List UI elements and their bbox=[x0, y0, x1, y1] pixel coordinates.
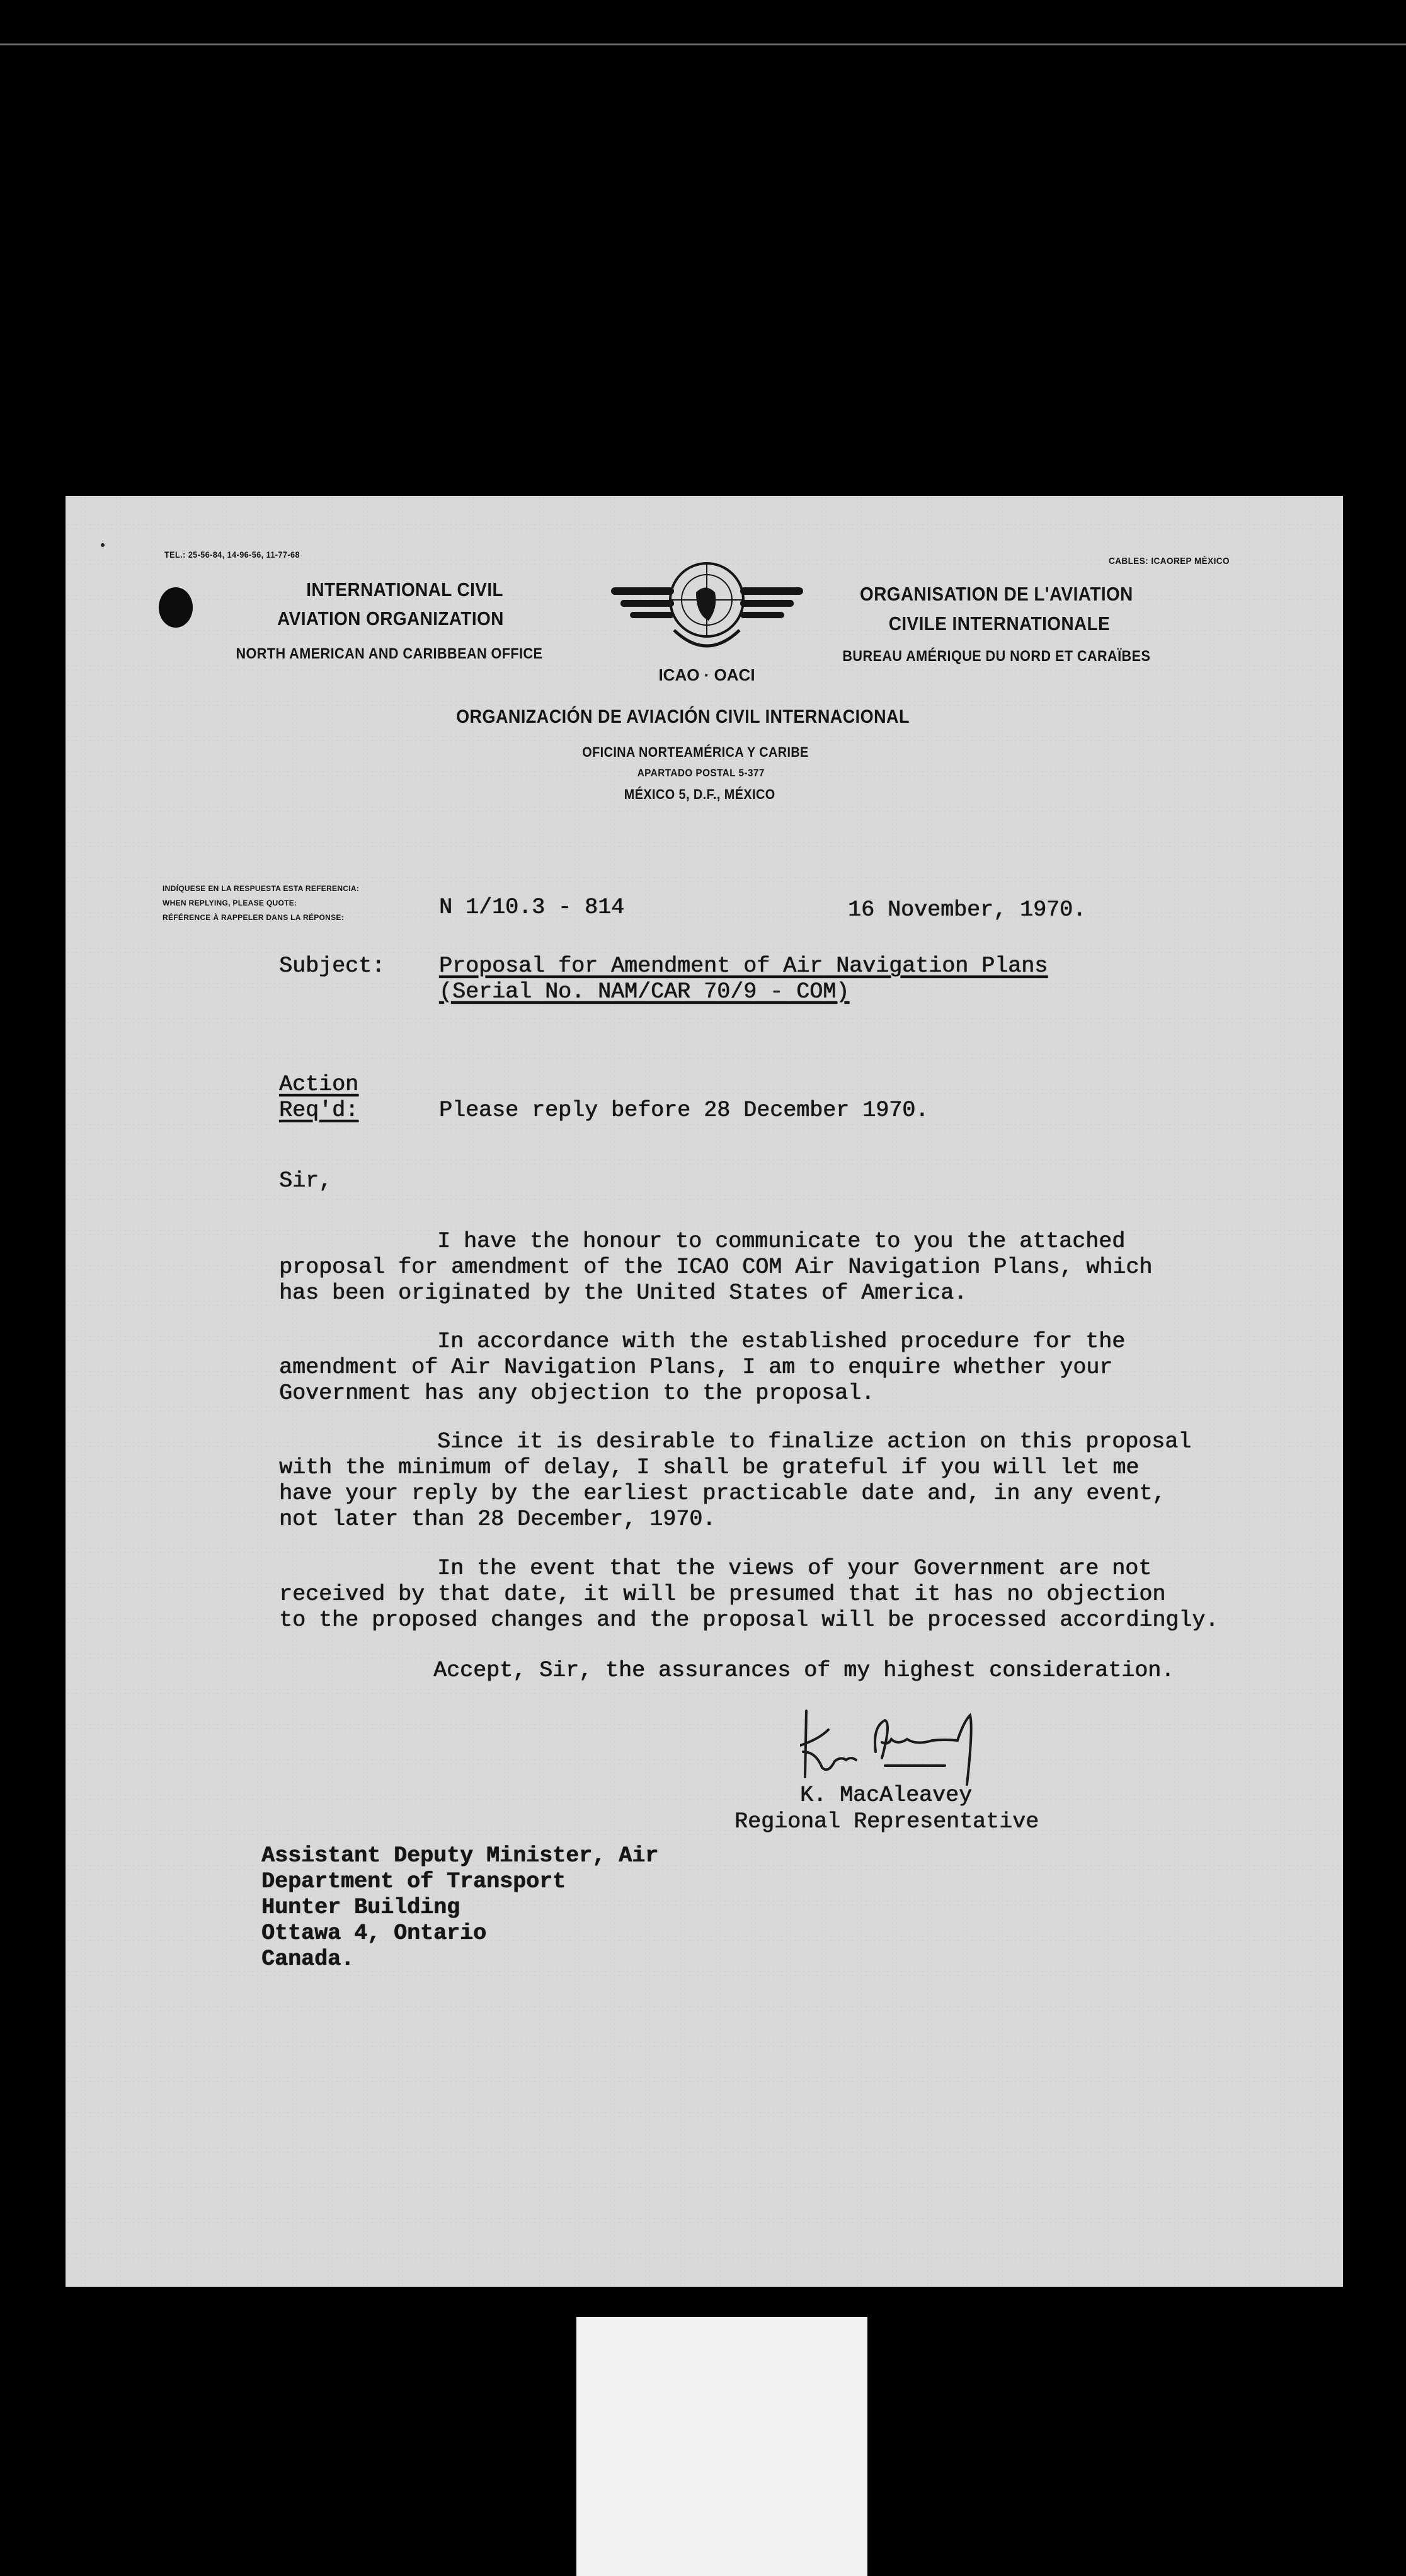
paragraph-line: In accordance with the established procedure for the bbox=[437, 1329, 1126, 1354]
address-line: Assistant Deputy Minister, Air bbox=[261, 1843, 659, 1868]
subject-line-2: (Serial No. NAM/CAR 70/9 - COM) bbox=[439, 979, 850, 1004]
paragraph-line: In the event that the views of your Government are not bbox=[437, 1556, 1152, 1581]
closing-line: Accept, Sir, the assurances of my highest consideration. bbox=[433, 1658, 1175, 1683]
punch-hole-mark bbox=[159, 587, 193, 628]
logo-lettering: ICAO · OACI bbox=[658, 665, 755, 684]
letter-date: 16 November, 1970. bbox=[848, 897, 1087, 923]
body-paragraph-3 bbox=[279, 1429, 1191, 1532]
letterhead-city: MÉXICO 5, D.F., MÉXICO bbox=[624, 786, 775, 802]
reference-number: N 1/10.3 - 814 bbox=[439, 895, 625, 920]
paragraph-line: Since it is desirable to finalize action on this proposal bbox=[437, 1429, 1192, 1454]
letterhead-es-office: OFICINA NORTEAMÉRICA Y CARIBE bbox=[582, 744, 809, 760]
letterhead-telephone: TEL.: 25-56-84, 14-96-56, 11-77-68 bbox=[164, 549, 300, 560]
subject-text bbox=[439, 953, 1048, 1005]
address-line: Hunter Building bbox=[261, 1895, 460, 1920]
letterhead-en-line2: AVIATION ORGANIZATION bbox=[277, 607, 504, 630]
paragraph-line: has been originated by the United States of America. bbox=[279, 1280, 968, 1306]
reference-label-es: INDÍQUESE EN LA RESPUESTA ESTA REFERENCIA: bbox=[163, 884, 360, 893]
paragraph-line: Government has any objection to the proposal. bbox=[279, 1381, 875, 1406]
subject-line-1: Proposal for Amendment of Air Navigation Plans bbox=[439, 953, 1048, 979]
viewer-top-border bbox=[0, 43, 1406, 45]
paragraph-line: not later than 28 December, 1970. bbox=[279, 1507, 716, 1532]
reference-label-en: WHEN REPLYING, PLEASE QUOTE: bbox=[163, 899, 297, 907]
action-label-line2 bbox=[279, 1098, 358, 1124]
paragraph-line: amendment of Air Navigation Plans, I am to enquire whether your bbox=[279, 1355, 1113, 1380]
address-line: Canada. bbox=[261, 1946, 355, 1972]
action-label-line1: Action bbox=[279, 1072, 359, 1097]
letterhead-fr-line1: ORGANISATION DE L'AVIATION bbox=[860, 583, 1133, 605]
body-paragraph-4 bbox=[279, 1556, 1218, 1633]
reference-labels bbox=[163, 882, 359, 925]
action-label bbox=[279, 1072, 358, 1124]
speck-mark bbox=[101, 543, 105, 547]
signatory-name: K. MacAleavey bbox=[800, 1783, 973, 1808]
paragraph-line: to the proposed changes and the proposal will be processed accordingly. bbox=[279, 1607, 1219, 1633]
action-text: Please reply before 28 December 1970. bbox=[439, 1098, 929, 1123]
icao-emblem-logo bbox=[611, 555, 803, 687]
paragraph-line: have your reply by the earliest practicable date and, in any event, bbox=[279, 1481, 1166, 1506]
letterhead-postal: APARTADO POSTAL 5-377 bbox=[637, 767, 765, 779]
letterhead-cables: CABLES: ICAOREP MÉXICO bbox=[1109, 556, 1230, 566]
address-line: Department of Transport bbox=[261, 1869, 566, 1894]
reference-label-fr: RÉFÉRENCE À RAPPELER DANS LA RÉPONSE: bbox=[163, 913, 345, 922]
action-label-reqd: Req'd: bbox=[279, 1098, 359, 1123]
subject-label: Subject: bbox=[279, 953, 386, 979]
letterhead-fr-office: BUREAU AMÉRIQUE DU NORD ET CARAÏBES bbox=[842, 648, 1151, 665]
body-paragraph-2 bbox=[279, 1329, 1125, 1406]
salutation: Sir, bbox=[279, 1168, 333, 1193]
blank-target-card bbox=[576, 2317, 867, 2576]
letterhead-fr-line2: CIVILE INTERNATIONALE bbox=[888, 612, 1111, 635]
paragraph-line: received by that date, it will be presumed that it has no objection bbox=[279, 1582, 1166, 1607]
recipient-address bbox=[261, 1843, 658, 1972]
paragraph-line: with the minimum of delay, I shall be grateful if you will let me bbox=[279, 1455, 1140, 1480]
signatory-title: Regional Representative bbox=[734, 1809, 1039, 1834]
address-line: Ottawa 4, Ontario bbox=[261, 1921, 487, 1946]
letterhead-es-name: ORGANIZACIÓN DE AVIACIÓN CIVIL INTERNACIONAL bbox=[456, 706, 910, 727]
body-paragraph-1 bbox=[279, 1229, 1152, 1306]
letterhead-en-office: NORTH AMERICAN AND CARIBBEAN OFFICE bbox=[236, 645, 543, 662]
letterhead-en-line1: INTERNATIONAL CIVIL bbox=[306, 578, 504, 601]
paragraph-line: proposal for amendment of the ICAO COM Air Navigation Plans, which bbox=[279, 1255, 1153, 1280]
paragraph-line: I have the honour to communicate to you the attached bbox=[437, 1229, 1126, 1254]
